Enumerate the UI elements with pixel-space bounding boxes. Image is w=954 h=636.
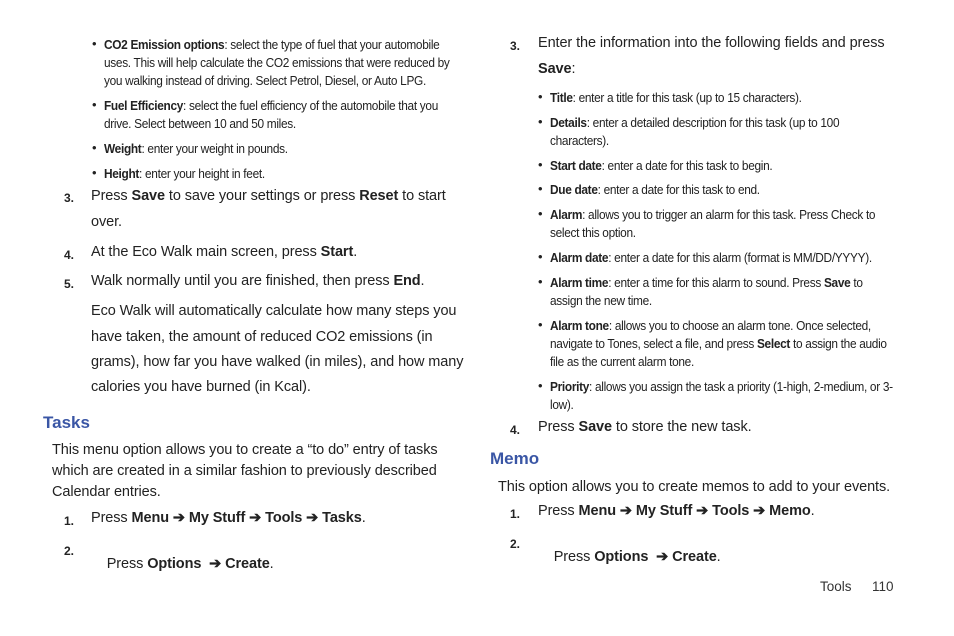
step-3-line2: over. <box>91 214 122 230</box>
step-text: to start <box>398 188 446 204</box>
bullet-text: : enter a detailed description for this task (up to 100 characters). <box>550 115 840 148</box>
bullet-details <box>550 114 874 150</box>
bullet-term: Save <box>823 275 851 290</box>
tasks-intro-line: which are created in a similar fashion to previously described <box>52 463 437 479</box>
step-text: . <box>361 510 366 526</box>
step-text: Press <box>553 549 595 565</box>
bullet-term: Alarm date <box>550 250 609 265</box>
bullet-start-date <box>550 157 897 175</box>
bullet-dot: • <box>538 274 543 289</box>
memo-step-1 <box>538 503 815 519</box>
memo-step-2 <box>538 533 721 581</box>
bullet-text: to assign the audio file as the current alarm tone. <box>550 336 887 369</box>
bullet-title <box>550 89 897 107</box>
bullet-text: : enter a date for this task to end. <box>597 182 760 197</box>
bullet-alarm-date <box>550 249 897 267</box>
bullet-term: Alarm time <box>550 275 609 290</box>
step-text: Press <box>538 419 579 435</box>
start-term: Start <box>320 244 354 260</box>
step-number: 1. <box>510 507 521 521</box>
bullet-text: : enter a date for this alarm (format is MM/DD/YYYY). <box>608 250 872 265</box>
save-term: Save <box>131 188 165 204</box>
bullet-term: Select <box>756 336 791 351</box>
step-text: Press <box>91 510 132 526</box>
tasks-intro-line: Calendar entries. <box>52 484 161 500</box>
step-text: Press <box>106 556 148 572</box>
bullet-term: Fuel Efficiency <box>104 98 184 113</box>
bullet-height <box>104 165 451 183</box>
bullet-text: : enter your weight in pounds. <box>141 141 288 156</box>
eco-walk-paragraph-line: calories you have burned (in Kcal). <box>91 379 311 395</box>
tasks-step-1 <box>91 510 366 526</box>
step-number: 1. <box>64 514 75 528</box>
bullet-due-date <box>550 181 897 199</box>
step-text: At the Eco Walk main screen, press <box>91 244 321 260</box>
tasks-step-2 <box>91 540 274 588</box>
step-text: to save your settings or press <box>164 188 360 204</box>
bullet-term: Details <box>550 115 587 130</box>
bullet-term: Alarm <box>550 207 583 222</box>
bullet-text: : enter your height in feet. <box>139 166 265 181</box>
bullet-term: Weight <box>104 141 142 156</box>
bullet-term: Alarm tone <box>550 318 609 333</box>
step-text: Press <box>538 503 579 519</box>
bullet-dot: • <box>538 181 543 196</box>
step-number: 4. <box>510 423 521 437</box>
step-number: 5. <box>64 277 75 291</box>
step-number: 2. <box>510 537 521 551</box>
bullet-text: : select the type of fuel that your automobile uses. This will help calculate the CO2 emissions that were reduced by you walking instead of driving. Select Petrol, Diesel, or Auto LPG. <box>104 37 450 88</box>
step-3-line1 <box>91 188 446 204</box>
bullet-text: : select the fuel efficiency of the automobile that you drive. Select between 10 and 50 miles. <box>104 98 438 131</box>
bullet-text: : enter a date for this task to begin. <box>601 158 773 173</box>
bullet-dot: • <box>92 165 97 180</box>
bullet-dot: • <box>538 206 543 221</box>
bullet-term: Priority <box>550 379 590 394</box>
bullet-dot: • <box>538 317 543 332</box>
bullet-dot: • <box>538 378 543 393</box>
tasks-heading: Tasks <box>43 413 90 432</box>
menu-path: Options ➔ Create <box>147 556 270 572</box>
step-text: . <box>353 244 358 260</box>
bullet-alarm-tone <box>550 317 897 371</box>
bullet-text: : enter a time for this alarm to sound. Press <box>608 275 824 290</box>
bullet-alarm-time <box>550 274 897 310</box>
bullet-term: CO2 Emission options <box>104 37 225 52</box>
step-number: 3. <box>64 191 75 205</box>
memo-intro: This option allows you to create memos to add to your events. <box>498 479 891 495</box>
bullet-fuel-efficiency <box>104 97 451 133</box>
step-text: . <box>810 503 815 519</box>
right-step-3-line1: Enter the information into the following fields and press <box>538 35 885 51</box>
eco-walk-paragraph-line: have taken, the amount of reduced CO2 emissions (in <box>91 329 433 345</box>
menu-path: Menu ➔ My Stuff ➔ Tools ➔ Memo <box>578 503 811 519</box>
footer-section: Tools <box>820 579 852 594</box>
step-number: 4. <box>64 248 75 262</box>
step-4 <box>91 244 357 260</box>
bullet-dot: • <box>92 36 97 51</box>
bullet-co2-emission <box>104 36 451 90</box>
step-text: . <box>269 556 274 572</box>
bullet-priority <box>550 378 897 414</box>
step-text: . <box>420 273 425 289</box>
save-term: Save <box>538 61 572 77</box>
menu-path: Menu ➔ My Stuff ➔ Tools ➔ Tasks <box>131 510 362 526</box>
bullet-term: Title <box>550 90 573 105</box>
bullet-dot: • <box>538 157 543 172</box>
menu-path: Options ➔ Create <box>594 549 717 565</box>
step-text: Press <box>91 188 132 204</box>
bullet-term: Height <box>104 166 140 181</box>
bullet-dot: • <box>538 89 543 104</box>
right-step-4 <box>538 419 752 435</box>
bullet-text: : allows you assign the task a priority (1-high, 2-medium, or 3-low). <box>550 379 893 412</box>
bullet-text: : allows you to choose an alarm tone. Once selected, navigate to Tones, select a file, and press <box>550 318 871 351</box>
step-text: Walk normally until you are finished, then press <box>91 273 394 289</box>
step-text: to store the new task. <box>611 419 752 435</box>
bullet-dot: • <box>538 249 543 264</box>
bullet-dot: • <box>92 97 97 112</box>
memo-heading: Memo <box>490 449 540 468</box>
step-number: 3. <box>510 39 521 53</box>
page-number: 110 <box>872 579 894 594</box>
step-number: 2. <box>64 544 75 558</box>
tasks-intro-line: This menu option allows you to create a “to do” entry of tasks <box>52 442 438 458</box>
eco-walk-paragraph-line: grams), how far you have walked (in miles), and how many <box>91 354 464 370</box>
step-5 <box>91 273 424 289</box>
bullet-text: : enter a title for this task (up to 15 characters). <box>572 90 802 105</box>
bullet-weight <box>104 140 451 158</box>
eco-walk-paragraph-line: Eco Walk will automatically calculate how many steps you <box>91 303 457 319</box>
reset-term: Reset <box>359 188 399 204</box>
bullet-dot: • <box>92 140 97 155</box>
bullet-text: to assign the new time. <box>550 275 863 308</box>
save-term: Save <box>578 419 612 435</box>
bullet-text: : allows you to trigger an alarm for this task. Press Check to select this option. <box>550 207 876 240</box>
step-text: : <box>571 61 576 77</box>
bullet-alarm <box>550 206 897 242</box>
end-term: End <box>393 273 421 289</box>
bullet-term: Start date <box>550 158 602 173</box>
step-text: . <box>716 549 721 565</box>
bullet-dot: • <box>538 114 543 129</box>
right-step-3-line2 <box>538 61 575 77</box>
bullet-term: Due date <box>550 182 598 197</box>
